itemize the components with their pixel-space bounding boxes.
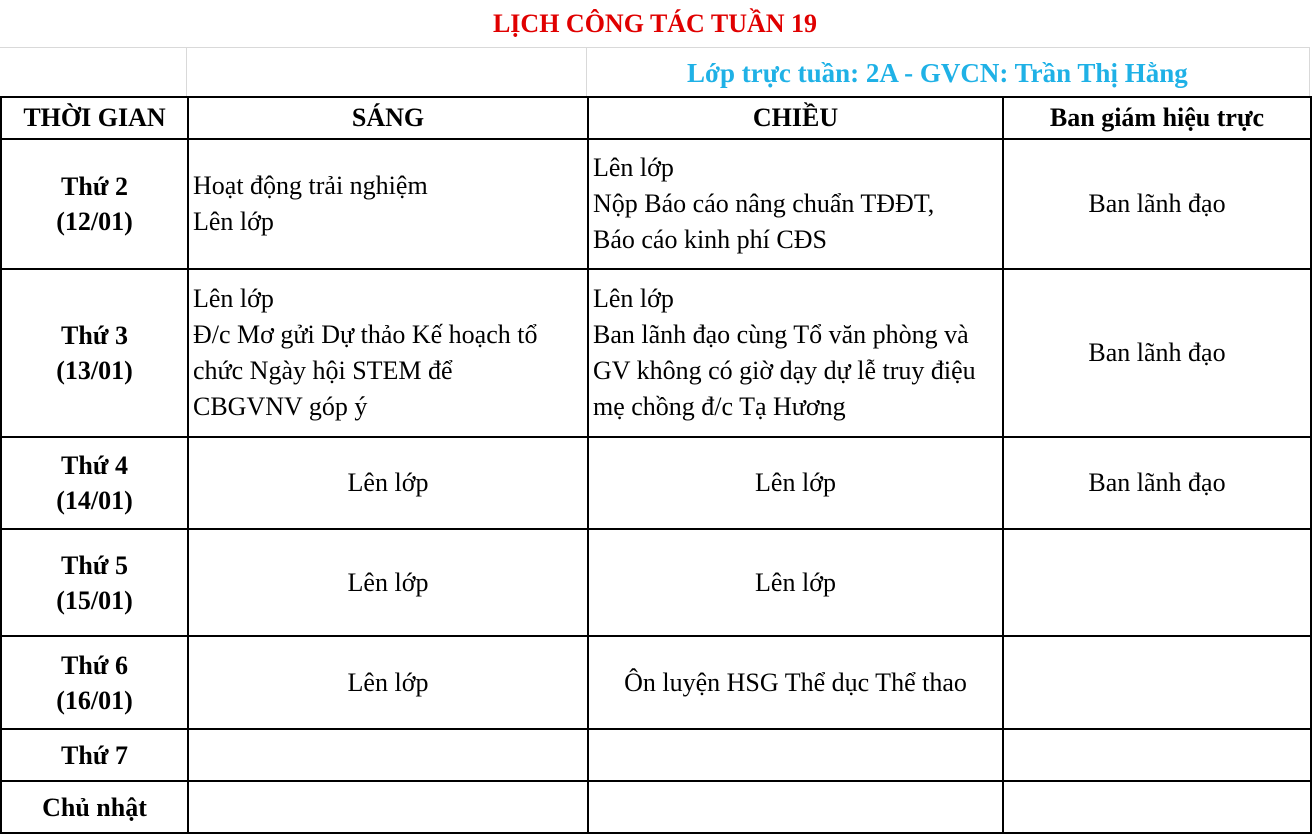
morning-line: CBGVNV góp ý	[193, 392, 368, 421]
board-cell	[1003, 781, 1311, 833]
table-row	[1, 269, 1311, 437]
date-label: (13/01)	[56, 356, 133, 385]
morning-line: chức Ngày hội STEM để	[193, 356, 453, 385]
afternoon-cell	[588, 729, 1003, 781]
afternoon-cell: Lên lớp	[588, 529, 1003, 636]
table-row	[1, 636, 1311, 729]
table-row	[1, 139, 1311, 269]
page-title: LỊCH CÔNG TÁC TUẦN 19	[0, 0, 1310, 48]
date-label: (16/01)	[56, 685, 133, 715]
table-row	[1, 529, 1311, 636]
board-cell	[1003, 529, 1311, 636]
morning-cell	[188, 139, 588, 269]
morning-cell: Lên lớp	[188, 437, 588, 529]
day-label: Thứ 7	[61, 740, 128, 770]
day-cell	[1, 529, 188, 636]
day-cell	[1, 269, 188, 437]
date-label: (15/01)	[56, 585, 133, 615]
duty-class-label: Lớp trực tuần: 2A - GVCN: Trần Thị Hằng	[687, 58, 1188, 88]
day-cell	[1, 781, 188, 833]
day-label: Thứ 3	[61, 321, 128, 350]
table-row	[1, 729, 1311, 781]
afternoon-line: Nộp Báo cáo nâng chuẩn TĐĐT,	[593, 189, 935, 218]
subtitle-cell-empty-1	[0, 47, 187, 96]
table-row	[1, 781, 1311, 833]
afternoon-cell: Ôn luyện HSG Thể dục Thể thao	[588, 636, 1003, 729]
header-afternoon: CHIỀU	[588, 97, 1003, 139]
header-time: THỜI GIAN	[1, 97, 188, 139]
afternoon-cell	[588, 139, 1003, 269]
board-cell	[1003, 636, 1311, 729]
day-label: Thứ 2	[61, 172, 128, 201]
day-label: Thứ 6	[61, 650, 128, 680]
afternoon-cell: Lên lớp	[588, 437, 1003, 529]
morning-cell	[188, 781, 588, 833]
morning-cell	[188, 269, 588, 437]
table-row	[1, 437, 1311, 529]
morning-line: Lên lớp	[193, 207, 274, 236]
day-cell	[1, 139, 188, 269]
afternoon-cell	[588, 781, 1003, 833]
morning-line: Lên lớp	[193, 284, 274, 313]
morning-cell: Lên lớp	[188, 636, 588, 729]
day-cell	[1, 437, 188, 529]
morning-line: Đ/c Mơ gửi Dự thảo Kế hoạch tổ	[193, 320, 538, 349]
afternoon-line: Ban lãnh đạo cùng Tổ văn phòng và	[593, 320, 969, 349]
header-board: Ban giám hiệu trực	[1003, 97, 1311, 139]
board-cell: Ban lãnh đạo	[1003, 437, 1311, 529]
afternoon-line: Lên lớp	[593, 284, 674, 313]
afternoon-line: mẹ chồng đ/c Tạ Hương	[593, 392, 846, 421]
date-label: (12/01)	[56, 207, 133, 236]
morning-cell	[188, 729, 588, 781]
day-cell	[1, 729, 188, 781]
morning-cell: Lên lớp	[188, 529, 588, 636]
board-cell: Ban lãnh đạo	[1003, 269, 1311, 437]
afternoon-line: Báo cáo kinh phí CĐS	[593, 225, 827, 254]
afternoon-cell	[588, 269, 1003, 437]
board-cell: Ban lãnh đạo	[1003, 139, 1311, 269]
day-label: Chủ nhật	[42, 792, 147, 822]
board-cell	[1003, 729, 1311, 781]
header-morning: SÁNG	[188, 97, 588, 139]
afternoon-line: Lên lớp	[593, 153, 674, 182]
morning-line: Hoạt động trải nghiệm	[193, 171, 428, 200]
header-row	[1, 97, 1311, 139]
day-cell	[1, 636, 188, 729]
day-label: Thứ 4	[61, 451, 128, 480]
schedule-table	[0, 96, 1312, 834]
day-label: Thứ 5	[61, 550, 128, 580]
subtitle-cell-empty-2	[187, 47, 587, 96]
afternoon-line: GV không có giờ dạy dự lễ truy điệu	[593, 356, 976, 385]
date-label: (14/01)	[56, 486, 133, 515]
